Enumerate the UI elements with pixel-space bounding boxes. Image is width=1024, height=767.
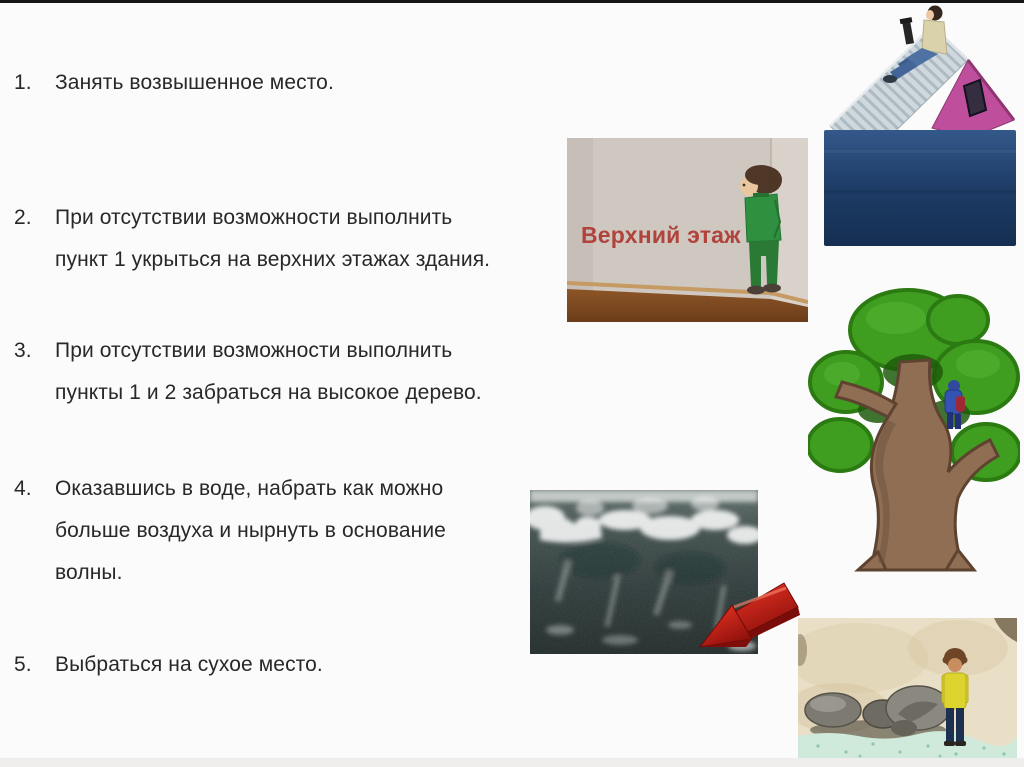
- roof-flood-figure: [820, 0, 1020, 248]
- shore-illustration: [798, 618, 1017, 760]
- list-item-number: 2.: [14, 206, 32, 229]
- list-item-text: При отсутствии возможности выполнить пункт 1 укрыться на верхних этажах здания.: [55, 206, 491, 271]
- tree-figure: [808, 282, 1020, 572]
- list-item-number: 4.: [14, 477, 32, 500]
- list-item: [14, 197, 495, 281]
- list-item-text: Занять возвышенное место.: [55, 71, 334, 94]
- bottom-edge-strip: [0, 758, 1024, 767]
- red-arrow: [692, 577, 802, 659]
- shore-figure: [798, 618, 1017, 760]
- list-item-number: 1.: [14, 71, 32, 94]
- roof-flood-illustration: [820, 0, 1020, 248]
- list-item: [14, 330, 495, 414]
- upper-floor-figure: [567, 138, 808, 322]
- list-item-number: 3.: [14, 339, 32, 362]
- list-item-text: Оказавшись в воде, набрать как можно больше воздуха и нырнуть в основание волны.: [55, 477, 446, 584]
- upper-floor-label: Верхний этаж: [581, 222, 741, 248]
- list-item-number: 5.: [14, 653, 32, 676]
- list-item-text: Выбраться на сухое место.: [55, 653, 323, 676]
- chimney: [900, 17, 916, 45]
- list-item: [14, 468, 495, 594]
- tree-illustration: [808, 282, 1020, 572]
- list-item: [14, 644, 495, 686]
- list-item-text: При отсутствии возможности выполнить пункты 1 и 2 забраться на высокое дерево.: [55, 339, 482, 404]
- red-arrow-icon: [692, 577, 802, 659]
- list-item: [14, 62, 495, 104]
